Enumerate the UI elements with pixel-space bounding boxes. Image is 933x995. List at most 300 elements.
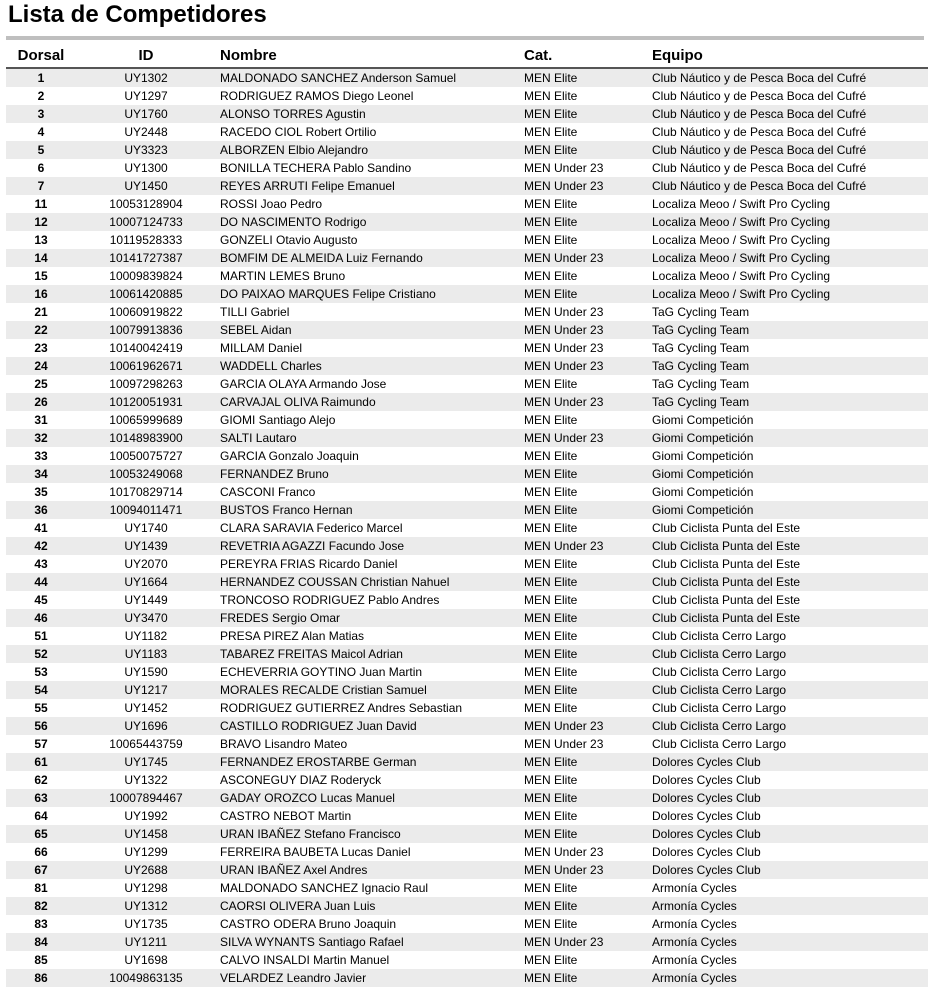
cell-equipo: Armonía Cycles (652, 917, 737, 931)
table-row (6, 411, 928, 429)
cell-cat: MEN Under 23 (524, 305, 604, 319)
cell-nombre: CASTILLO RODRIGUEZ Juan David (220, 719, 417, 733)
cell-equipo: Armonía Cycles (652, 953, 737, 967)
table-row (6, 429, 928, 447)
cell-equipo: TaG Cycling Team (652, 377, 750, 391)
cell-cat: MEN Under 23 (524, 845, 604, 859)
cell-nombre: GONZELI Otavio Augusto (220, 233, 358, 247)
cell-equipo: TaG Cycling Team (652, 341, 750, 355)
cell-nombre: PEREYRA FRIAS Ricardo Daniel (220, 557, 398, 571)
cell-nombre: FREDES Sergio Omar (220, 611, 341, 625)
cell-id: UY1735 (124, 917, 168, 931)
table-row (6, 933, 928, 951)
cell-dorsal: 84 (34, 935, 48, 949)
cell-dorsal: 62 (34, 773, 48, 787)
table-row (6, 717, 928, 735)
cell-dorsal: 57 (34, 737, 48, 751)
cell-nombre: MALDONADO SANCHEZ Anderson Samuel (220, 71, 457, 85)
cell-nombre: CARVAJAL OLIVA Raimundo (220, 395, 376, 409)
cell-equipo: Dolores Cycles Club (652, 863, 761, 877)
cell-dorsal: 44 (34, 575, 48, 589)
cell-id: UY1696 (124, 719, 168, 733)
cell-nombre: CASTRO ODERA Bruno Joaquin (220, 917, 397, 931)
cell-equipo: Club Ciclista Punta del Este (652, 593, 801, 607)
cell-id: 10119528333 (109, 233, 183, 247)
cell-cat: MEN Elite (524, 575, 578, 589)
cell-id: 10050075727 (109, 449, 183, 463)
cell-dorsal: 85 (34, 953, 48, 967)
table-row (6, 375, 928, 393)
cell-dorsal: 7 (37, 179, 45, 193)
cell-dorsal: 21 (34, 305, 48, 319)
title-divider (6, 36, 924, 40)
cell-id: UY1992 (124, 809, 168, 823)
cell-nombre: HERNANDEZ COUSSAN Christian Nahuel (220, 575, 450, 589)
cell-id: UY1302 (124, 71, 168, 85)
table-row (6, 159, 928, 177)
cell-dorsal: 56 (34, 719, 48, 733)
cell-id: UY3323 (124, 143, 168, 157)
cell-cat: MEN Elite (524, 377, 578, 391)
cell-id: 10079913836 (109, 323, 183, 337)
cell-equipo: Club Ciclista Punta del Este (652, 557, 801, 571)
cell-cat: MEN Elite (524, 71, 578, 85)
cell-id: 10140042419 (109, 341, 183, 355)
table-row (6, 195, 928, 213)
table-row (6, 771, 928, 789)
table-row (6, 609, 928, 627)
table-row (6, 141, 928, 159)
cell-dorsal: 64 (34, 809, 48, 823)
table-row (6, 501, 928, 519)
cell-dorsal: 43 (34, 557, 48, 571)
cell-dorsal: 46 (34, 611, 48, 625)
cell-equipo: Giomi Competición (652, 485, 754, 499)
table-row (6, 357, 928, 375)
cell-nombre: SALTI Lautaro (220, 431, 297, 445)
cell-cat: MEN Elite (524, 773, 578, 787)
cell-equipo: Club Ciclista Cerro Largo (652, 629, 787, 643)
cell-equipo: Club Náutico y de Pesca Boca del Cufré (652, 161, 867, 175)
cell-cat: MEN Elite (524, 503, 578, 517)
cell-id: UY3470 (124, 611, 168, 625)
cell-cat: MEN Under 23 (524, 179, 604, 193)
table-row (6, 843, 928, 861)
cell-dorsal: 54 (34, 683, 48, 697)
cell-id: 10094011471 (109, 503, 183, 517)
cell-equipo: Club Náutico y de Pesca Boca del Cufré (652, 143, 867, 157)
cell-cat: MEN Elite (524, 809, 578, 823)
cell-equipo: Dolores Cycles Club (652, 773, 761, 787)
competitors-table (6, 44, 928, 987)
cell-cat: MEN Under 23 (524, 935, 604, 949)
cell-id: 10007894467 (109, 791, 183, 805)
cell-nombre: CASTRO NEBOT Martin (220, 809, 352, 823)
cell-nombre: TABAREZ FREITAS Maicol Adrian (220, 647, 403, 661)
cell-nombre: RODRIGUEZ RAMOS Diego Leonel (220, 89, 414, 103)
cell-equipo: Club Ciclista Punta del Este (652, 575, 801, 589)
cell-cat: MEN Elite (524, 611, 578, 625)
cell-cat: MEN Elite (524, 467, 578, 481)
cell-cat: MEN Elite (524, 89, 578, 103)
table-row (6, 789, 928, 807)
table-row (6, 68, 928, 87)
cell-nombre: ROSSI Joao Pedro (220, 197, 323, 211)
cell-equipo: Club Ciclista Cerro Largo (652, 683, 787, 697)
table-row (6, 213, 928, 231)
cell-nombre: PRESA PIREZ Alan Matias (220, 629, 365, 643)
cell-nombre: REYES ARRUTI Felipe Emanuel (220, 179, 395, 193)
page-title: Lista de Competidores (8, 1, 267, 28)
cell-dorsal: 12 (34, 215, 48, 229)
table-row (6, 231, 928, 249)
cell-equipo: Club Ciclista Cerro Largo (652, 701, 787, 715)
cell-nombre: URAN IBAÑEZ Stefano Francisco (220, 827, 401, 841)
cell-nombre: DO NASCIMENTO Rodrigo (220, 215, 367, 229)
cell-cat: MEN Elite (524, 413, 578, 427)
cell-equipo: Club Ciclista Punta del Este (652, 611, 801, 625)
cell-equipo: TaG Cycling Team (652, 395, 750, 409)
cell-id: 10141727387 (109, 251, 183, 265)
cell-dorsal: 22 (34, 323, 48, 337)
table-row (6, 861, 928, 879)
cell-cat: MEN Under 23 (524, 431, 604, 445)
cell-equipo: Dolores Cycles Club (652, 791, 761, 805)
table-row (6, 519, 928, 537)
cell-cat: MEN Elite (524, 143, 578, 157)
cell-id: 10061420885 (109, 287, 183, 301)
cell-dorsal: 52 (34, 647, 48, 661)
table-body (6, 68, 928, 987)
cell-equipo: Localiza Meoo / Swift Pro Cycling (652, 215, 831, 229)
cell-nombre: MALDONADO SANCHEZ Ignacio Raul (220, 881, 429, 895)
cell-id: UY1664 (124, 575, 168, 589)
cell-nombre: URAN IBAÑEZ Axel Andres (220, 863, 368, 877)
table-row (6, 573, 928, 591)
table-row (6, 483, 928, 501)
cell-cat: MEN Elite (524, 701, 578, 715)
cell-id: UY1760 (124, 107, 168, 121)
cell-cat: MEN Under 23 (524, 863, 604, 877)
cell-dorsal: 36 (34, 503, 48, 517)
table-row (6, 339, 928, 357)
table-row (6, 951, 928, 969)
cell-id: UY1439 (124, 539, 168, 553)
cell-nombre: ALBORZEN Elbio Alejandro (220, 143, 369, 157)
cell-id: UY1217 (124, 683, 168, 697)
cell-id: 10053128904 (109, 197, 183, 211)
cell-nombre: TRONCOSO RODRIGUEZ Pablo Andres (220, 593, 440, 607)
table-row (6, 969, 928, 987)
cell-nombre: DO PAIXAO MARQUES Felipe Cristiano (220, 287, 436, 301)
table-row (6, 393, 928, 411)
cell-equipo: Giomi Competición (652, 431, 754, 445)
cell-equipo: Club Ciclista Cerro Largo (652, 665, 787, 679)
table-row (6, 285, 928, 303)
cell-equipo: Club Náutico y de Pesca Boca del Cufré (652, 71, 867, 85)
cell-dorsal: 63 (34, 791, 48, 805)
cell-id: UY1300 (124, 161, 168, 175)
cell-dorsal: 3 (37, 107, 45, 121)
cell-cat: MEN Under 23 (524, 737, 604, 751)
cell-cat: MEN Elite (524, 683, 578, 697)
cell-id: UY1297 (124, 89, 168, 103)
cell-dorsal: 14 (34, 251, 48, 265)
table-row (6, 591, 928, 609)
cell-nombre: GARCIA Gonzalo Joaquin (220, 449, 359, 463)
table-row (6, 825, 928, 843)
cell-dorsal: 26 (34, 395, 48, 409)
cell-nombre: BRAVO Lisandro Mateo (220, 737, 348, 751)
cell-id: 10097298263 (109, 377, 183, 391)
cell-cat: MEN Elite (524, 755, 578, 769)
cell-id: UY1211 (124, 935, 168, 949)
cell-id: 10170829714 (109, 485, 183, 499)
cell-nombre: GADAY OROZCO Lucas Manuel (220, 791, 395, 805)
cell-equipo: TaG Cycling Team (652, 359, 750, 373)
cell-dorsal: 31 (34, 413, 48, 427)
cell-dorsal: 42 (34, 539, 48, 553)
cell-cat: MEN Under 23 (524, 341, 604, 355)
cell-nombre: SEBEL Aidan (220, 323, 292, 337)
cell-cat: MEN Under 23 (524, 539, 604, 553)
cell-equipo: Club Ciclista Cerro Largo (652, 737, 787, 751)
cell-cat: MEN Under 23 (524, 719, 604, 733)
cell-id: 10120051931 (109, 395, 183, 409)
cell-equipo: Club Náutico y de Pesca Boca del Cufré (652, 89, 867, 103)
table-header-row (6, 44, 928, 68)
cell-id: UY1450 (124, 179, 168, 193)
table-row (6, 663, 928, 681)
cell-equipo: Dolores Cycles Club (652, 827, 761, 841)
cell-dorsal: 16 (34, 287, 48, 301)
table-row (6, 753, 928, 771)
cell-dorsal: 61 (34, 755, 48, 769)
cell-nombre: FERREIRA BAUBETA Lucas Daniel (220, 845, 411, 859)
cell-id: UY1458 (124, 827, 168, 841)
cell-equipo: Giomi Competición (652, 467, 754, 481)
cell-nombre: CALVO INSALDI Martin Manuel (220, 953, 390, 967)
cell-dorsal: 67 (34, 863, 48, 877)
cell-id: 10009839824 (109, 269, 183, 283)
table-row (6, 645, 928, 663)
cell-dorsal: 11 (34, 197, 48, 211)
cell-equipo: Club Náutico y de Pesca Boca del Cufré (652, 125, 867, 139)
table-row (6, 879, 928, 897)
cell-cat: MEN Elite (524, 881, 578, 895)
cell-equipo: Giomi Competición (652, 413, 754, 427)
cell-id: 10148983900 (109, 431, 183, 445)
cell-dorsal: 86 (34, 971, 48, 985)
cell-dorsal: 33 (34, 449, 48, 463)
cell-id: UY1182 (124, 629, 168, 643)
cell-id: UY2448 (124, 125, 168, 139)
cell-id: 10060919822 (109, 305, 183, 319)
cell-nombre: BOMFIM DE ALMEIDA Luiz Fernando (220, 251, 423, 265)
cell-equipo: Armonía Cycles (652, 935, 737, 949)
cell-dorsal: 55 (34, 701, 48, 715)
cell-nombre: GIOMI Santiago Alejo (220, 413, 336, 427)
cell-cat: MEN Elite (524, 215, 578, 229)
cell-dorsal: 25 (34, 377, 48, 391)
cell-dorsal: 83 (34, 917, 48, 931)
cell-id: UY1183 (124, 647, 168, 661)
cell-equipo: Giomi Competición (652, 503, 754, 517)
table-row (6, 267, 928, 285)
cell-dorsal: 4 (37, 125, 45, 139)
cell-dorsal: 24 (34, 359, 48, 373)
cell-equipo: TaG Cycling Team (652, 323, 750, 337)
cell-equipo: Armonía Cycles (652, 971, 737, 985)
cell-dorsal: 51 (34, 629, 48, 643)
cell-cat: MEN Under 23 (524, 395, 604, 409)
cell-cat: MEN Under 23 (524, 359, 604, 373)
cell-equipo: Club Ciclista Punta del Este (652, 521, 801, 535)
cell-nombre: ECHEVERRIA GOYTINO Juan Martin (220, 665, 423, 679)
table-row (6, 105, 928, 123)
cell-cat: MEN Under 23 (524, 323, 604, 337)
cell-cat: MEN Elite (524, 665, 578, 679)
cell-nombre: TILLI Gabriel (220, 305, 290, 319)
cell-cat: MEN Elite (524, 971, 578, 985)
table-row (6, 177, 928, 195)
table-row (6, 699, 928, 717)
table-row (6, 537, 928, 555)
cell-equipo: Club Náutico y de Pesca Boca del Cufré (652, 179, 867, 193)
cell-equipo: Club Ciclista Cerro Largo (652, 719, 787, 733)
header-nombre: Nombre (220, 47, 277, 64)
cell-id: UY1322 (124, 773, 168, 787)
cell-id: UY1312 (124, 899, 168, 913)
cell-equipo: Dolores Cycles Club (652, 845, 761, 859)
cell-equipo: Localiza Meoo / Swift Pro Cycling (652, 197, 831, 211)
cell-id: UY1298 (124, 881, 168, 895)
cell-id: 10065443759 (109, 737, 183, 751)
cell-cat: MEN Elite (524, 593, 578, 607)
table-row (6, 735, 928, 753)
cell-nombre: BUSTOS Franco Hernan (220, 503, 353, 517)
cell-dorsal: 34 (34, 467, 48, 481)
cell-id: 10007124733 (109, 215, 183, 229)
cell-cat: MEN Elite (524, 125, 578, 139)
cell-dorsal: 81 (34, 881, 48, 895)
cell-dorsal: 35 (34, 485, 48, 499)
cell-id: UY1452 (124, 701, 168, 715)
cell-cat: MEN Elite (524, 485, 578, 499)
table-row (6, 465, 928, 483)
cell-id: UY1449 (124, 593, 168, 607)
cell-dorsal: 6 (37, 161, 45, 175)
cell-cat: MEN Under 23 (524, 161, 604, 175)
header-id: ID (138, 47, 154, 64)
cell-cat: MEN Elite (524, 899, 578, 913)
cell-nombre: RODRIGUEZ GUTIERREZ Andres Sebastian (220, 701, 463, 715)
cell-dorsal: 13 (34, 233, 48, 247)
cell-dorsal: 53 (34, 665, 48, 679)
cell-nombre: VELARDEZ Leandro Javier (220, 971, 367, 985)
cell-cat: MEN Elite (524, 647, 578, 661)
cell-nombre: FERNANDEZ Bruno (220, 467, 329, 481)
cell-equipo: Localiza Meoo / Swift Pro Cycling (652, 269, 831, 283)
cell-equipo: Club Ciclista Punta del Este (652, 539, 801, 553)
table-row (6, 447, 928, 465)
cell-nombre: ALONSO TORRES Agustin (220, 107, 366, 121)
cell-id: 10049863135 (109, 971, 183, 985)
cell-dorsal: 66 (34, 845, 48, 859)
table-row (6, 303, 928, 321)
cell-nombre: WADDELL Charles (220, 359, 322, 373)
cell-id: 10053249068 (109, 467, 183, 481)
cell-dorsal: 15 (34, 269, 48, 283)
cell-nombre: RACEDO CIOL Robert Ortilio (220, 125, 377, 139)
cell-equipo: Armonía Cycles (652, 899, 737, 913)
cell-id: UY2070 (124, 557, 168, 571)
cell-id: UY1299 (124, 845, 168, 859)
cell-id: UY2688 (124, 863, 168, 877)
table-row (6, 555, 928, 573)
table-row (6, 249, 928, 267)
table-row (6, 681, 928, 699)
cell-nombre: MORALES RECALDE Cristian Samuel (220, 683, 427, 697)
table-row (6, 627, 928, 645)
cell-dorsal: 5 (37, 143, 45, 157)
cell-nombre: BONILLA TECHERA Pablo Sandino (220, 161, 412, 175)
cell-id: 10065999689 (109, 413, 183, 427)
cell-equipo: Localiza Meoo / Swift Pro Cycling (652, 251, 831, 265)
cell-nombre: ASCONEGUY DIAZ Roderyck (220, 773, 382, 787)
cell-cat: MEN Elite (524, 107, 578, 121)
table-row (6, 87, 928, 105)
cell-id: 10061962671 (109, 359, 183, 373)
cell-equipo: Dolores Cycles Club (652, 809, 761, 823)
cell-equipo: Armonía Cycles (652, 881, 737, 895)
cell-cat: MEN Elite (524, 827, 578, 841)
header-dorsal: Dorsal (17, 47, 65, 64)
cell-dorsal: 45 (34, 593, 48, 607)
cell-nombre: CASCONI Franco (220, 485, 316, 499)
table-row (6, 321, 928, 339)
cell-dorsal: 1 (37, 71, 45, 85)
cell-cat: MEN Elite (524, 449, 578, 463)
cell-nombre: CLARA SARAVIA Federico Marcel (220, 521, 403, 535)
cell-cat: MEN Under 23 (524, 251, 604, 265)
cell-cat: MEN Elite (524, 521, 578, 535)
cell-equipo: TaG Cycling Team (652, 305, 750, 319)
cell-equipo: Dolores Cycles Club (652, 755, 761, 769)
table-row (6, 807, 928, 825)
cell-nombre: FERNANDEZ EROSTARBE German (220, 755, 417, 769)
table-row (6, 897, 928, 915)
header-cat: Cat. (524, 47, 553, 64)
cell-cat: MEN Elite (524, 233, 578, 247)
table-row (6, 915, 928, 933)
cell-nombre: MARTIN LEMES Bruno (220, 269, 346, 283)
cell-nombre: MILLAM Daniel (220, 341, 303, 355)
cell-cat: MEN Elite (524, 917, 578, 931)
cell-dorsal: 2 (37, 89, 45, 103)
cell-dorsal: 65 (34, 827, 48, 841)
cell-id: UY1745 (124, 755, 168, 769)
cell-nombre: GARCIA OLAYA Armando Jose (220, 377, 387, 391)
cell-cat: MEN Elite (524, 557, 578, 571)
cell-equipo: Club Náutico y de Pesca Boca del Cufré (652, 107, 867, 121)
cell-equipo: Localiza Meoo / Swift Pro Cycling (652, 233, 831, 247)
cell-cat: MEN Elite (524, 791, 578, 805)
cell-cat: MEN Elite (524, 629, 578, 643)
cell-equipo: Club Ciclista Cerro Largo (652, 647, 787, 661)
cell-cat: MEN Elite (524, 287, 578, 301)
cell-nombre: SILVA WYNANTS Santiago Rafael (220, 935, 404, 949)
